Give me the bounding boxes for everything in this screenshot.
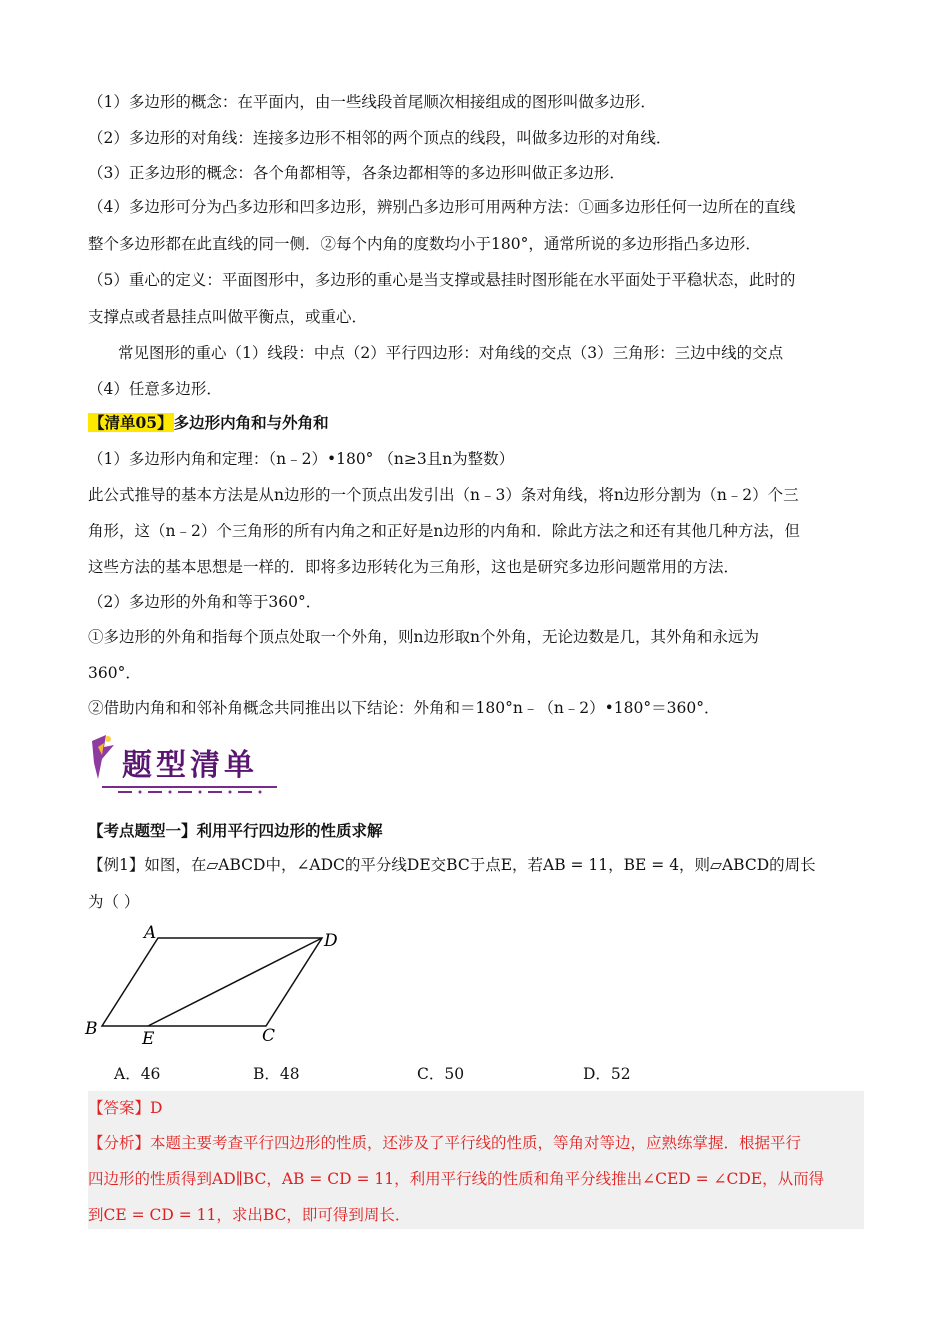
parallelogram-figure <box>80 920 360 1052</box>
answer-box <box>88 1091 864 1229</box>
list05-line-5: （2）多边形的外角和等于360°． <box>88 593 322 611</box>
paragraph-common-centroid-b: （4）任意多边形． <box>88 380 222 398</box>
analysis-line-1: 【分析】本题主要考查平行四边形的性质，还涉及了平行线的性质，等角对等边，应熟练掌握．根据平行 <box>88 1134 802 1152</box>
question-type-heading: 【考点题型一】利用平行四边形的性质求解 <box>88 821 383 840</box>
list05-line-4: 这些方法的基本思想是一样的．即将多边形转化为三角形，这也是研究多边形问题常用的方法． <box>88 558 740 576</box>
question-types-banner <box>88 733 283 797</box>
paragraph-regular-polygon: （3）正多边形的概念：各个角都相等，各条边都相等的多边形叫做正多边形． <box>88 164 625 182</box>
question-stem-2: 为（ ） <box>88 893 140 911</box>
parallelogram-abcd <box>102 938 322 1026</box>
paragraph-convex-b: 整个多边形都在此直线的同一侧．②每个内角的度数均小于180°，通常所说的多边形指凸多边形． <box>88 235 761 253</box>
list05-tag: 【清单05】 <box>89 413 173 432</box>
list05-line-8: ②借助内角和和邻补角概念共同推出以下结论：外角和＝180°n﹣（n﹣2）•180°＝360°． <box>88 699 720 717</box>
list05-line-3: 角形，这（n﹣2）个三角形的所有内角之和正好是n边形的内角和．除此方法之和还有其他几种方法，但 <box>88 522 800 540</box>
banner-flame-icon <box>92 735 114 779</box>
choice-c[interactable]: C．50 <box>417 1065 465 1083</box>
choice-d[interactable]: D．52 <box>583 1065 631 1083</box>
paragraph-common-centroid-a: 常见图形的重心（1）线段：中点（2）平行四边形：对角线的交点（3）三角形：三边中线的交点 <box>118 344 784 362</box>
paragraph-diagonal: （2）多边形的对角线：连接多边形不相邻的两个顶点的线段，叫做多边形的对角线． <box>88 129 672 147</box>
paragraph-centroid-b: 支撑点或者悬挂点叫做平衡点，或重心． <box>88 308 368 326</box>
banner-graphic <box>88 733 283 797</box>
answer-choices <box>0 1062 950 1084</box>
list05-title: 多边形内角和与外角和 <box>173 413 329 432</box>
list05-line-1: （1）多边形内角和定理：（n﹣2）•180° （n≥3且n为整数） <box>88 450 515 468</box>
paragraph-centroid-a: （5）重心的定义：平面图形中，多边形的重心是当支撑或悬挂时图形能在水平面处于平稳状态，此时的 <box>88 271 796 289</box>
label-a: A <box>144 923 157 943</box>
analysis-line-3: 到CE = CD = 11，求出BC，即可得到周长． <box>88 1206 411 1224</box>
choice-b[interactable]: B．48 <box>253 1065 300 1083</box>
paragraph-polygon-concept: （1）多边形的概念：在平面内，由一些线段首尾顺次相接组成的图形叫做多边形． <box>88 93 656 111</box>
paragraph-convex-a: （4）多边形可分为凸多边形和凹多边形，辨别凸多边形可用两种方法：①画多边形任何一边所在的直线 <box>88 198 796 216</box>
list05-heading <box>88 413 868 433</box>
analysis-line-2: 四边形的性质得到AD∥BC，AB = CD = 11，利用平行线的性质和角平分线推出∠CED = ∠CDE，从而得 <box>88 1170 825 1188</box>
choice-a[interactable]: A．46 <box>114 1065 161 1083</box>
banner-title: 题型清单 <box>122 748 258 783</box>
label-d: D <box>324 931 338 951</box>
label-c: C <box>262 1026 276 1046</box>
list05-line-6: ①多边形的外角和指每个顶点处取一个外角，则n边形取n个外角，无论边数是几，其外角和永远为 <box>88 628 759 646</box>
answer-line: 【答案】D <box>88 1099 163 1117</box>
label-e: E <box>142 1029 155 1049</box>
bisector-de <box>148 938 322 1026</box>
question-stem-1: 【例1】如图，在▱ABCD中，∠ADC的平分线DE交BC于点E，若AB = 11，BE = 4，则▱ABCD的周长 <box>88 856 816 874</box>
label-b: B <box>85 1019 98 1039</box>
list05-line-7: 360°． <box>88 664 141 682</box>
list05-line-2: 此公式推导的基本方法是从n边形的一个顶点出发引出（n﹣3）条对角线，将n边形分割为（n﹣2）个三 <box>88 486 799 504</box>
